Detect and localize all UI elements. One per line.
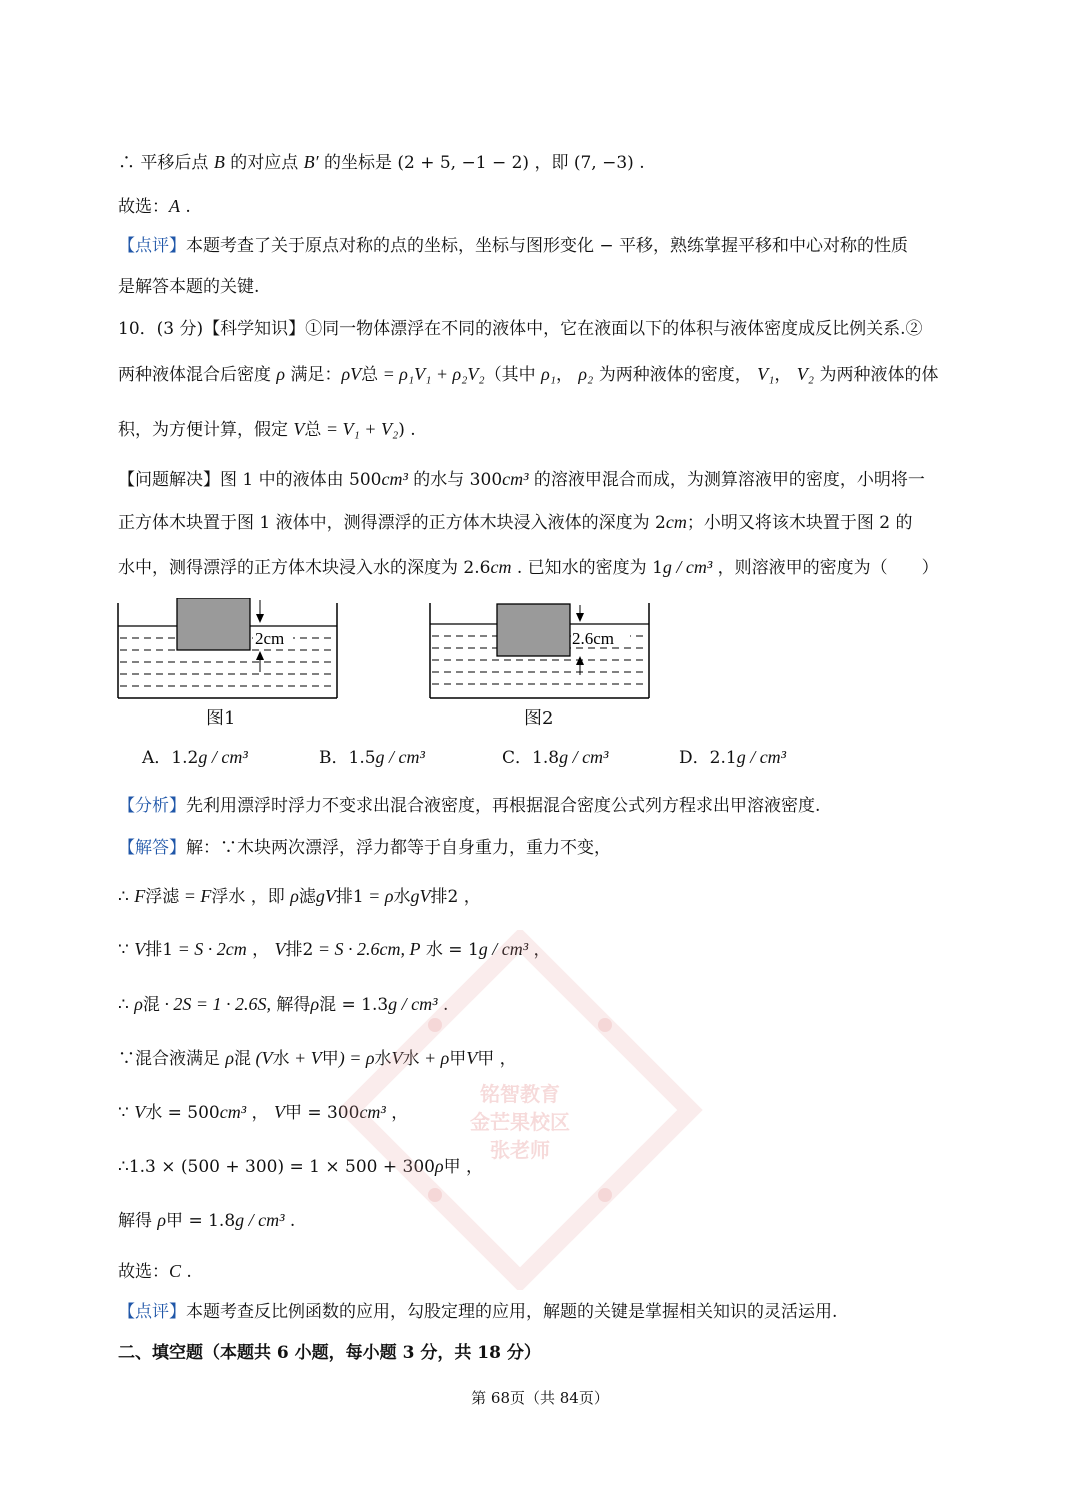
text-segment: 甲 (449, 1049, 467, 1069)
text-segment: ρV (341, 364, 362, 384)
text-segment: 水 (393, 887, 411, 907)
text-segment: ， (246, 940, 275, 960)
text-segment: 的对应点 (224, 153, 304, 173)
text-segment: cm³ (381, 469, 408, 489)
figure-1-caption: 图1 (206, 708, 236, 729)
text-segment: ， (246, 1103, 274, 1123)
text-segment: ρ (276, 364, 286, 384)
text-segment: ；小明又将该木块置于图 2 的 (686, 513, 913, 533)
option-d-value: 2.1 (709, 748, 737, 768)
text-segment: V₂ (796, 364, 815, 384)
text-segment: 甲 (321, 1049, 339, 1069)
text-segment: 甲 (284, 1103, 302, 1123)
text-segment: 【问题解决】图 1 中的液体由 500 (118, 470, 382, 490)
text-line-12 (118, 836, 968, 860)
option-a-value: 1.2 (171, 748, 199, 768)
text-line-10 (118, 555, 968, 580)
text-segment: 排1 (335, 887, 364, 907)
text-segment: ρ₂ (578, 364, 594, 384)
text-segment: ， (494, 1049, 517, 1069)
option-c (502, 745, 608, 770)
text-segment: ) . (398, 420, 416, 440)
text-segment: ρ (157, 1210, 167, 1230)
text-segment: 滤 (298, 887, 316, 907)
text-segment: ρ (225, 1048, 235, 1068)
text-segment: ρ (290, 886, 299, 906)
option-b (319, 745, 425, 770)
text-line-14 (118, 937, 968, 962)
text-segment: 【解答】 (118, 838, 186, 858)
text-segment: . (437, 995, 449, 1015)
text-segment: ρ (434, 1156, 444, 1176)
text-segment: ∴ 平移后点 (118, 153, 214, 173)
text-segment: V (293, 419, 305, 439)
text-segment: = V₁ + V₂ (321, 419, 399, 439)
text-segment: cm³ (502, 469, 529, 489)
text-segment: 水 (145, 1103, 163, 1123)
text-segment: V (273, 1102, 285, 1122)
text-segment: ∴1.3 × (500 + 300) = 1 × 500 + 300 (118, 1157, 435, 1177)
watermark-line-3: 张老师 (490, 1138, 550, 1162)
text-segment: 水 (402, 1049, 420, 1069)
text-segment: 两种液体混合后密度 (118, 365, 277, 385)
text-line-20 (118, 1259, 968, 1284)
text-line-1 (118, 150, 968, 175)
text-segment: = 500 (162, 1103, 220, 1123)
text-segment: 【点评】 (118, 236, 186, 256)
text-segment: V (134, 1102, 146, 1122)
text-segment: 解得 (271, 995, 311, 1015)
figure-2 (422, 603, 657, 703)
text-segment: cm³ (359, 1102, 386, 1122)
text-segment: = S · 2.6cm, P (313, 939, 421, 959)
text-line-18 (118, 1154, 968, 1179)
text-segment: 解得 (118, 1211, 158, 1231)
option-d (679, 745, 786, 770)
option-b-unit: g / cm³ (375, 747, 425, 767)
text-segment: B′ (303, 152, 319, 172)
text-segment: cm (490, 557, 512, 577)
depth-label-2: 2.6cm (572, 629, 615, 648)
figure-2-caption: 图2 (524, 708, 554, 729)
text-line-19 (118, 1208, 968, 1233)
text-segment: 水 = 1 (420, 940, 479, 960)
text-segment: = S · 2cm (173, 939, 247, 959)
watermark-line-2: 金芒果校区 (470, 1110, 570, 1134)
text-segment: ∵混合液满足 (118, 1049, 226, 1069)
text-segment: ) = ρ (338, 1048, 375, 1068)
wood-block-2 (497, 604, 570, 656)
text-segment: g / cm³ (235, 1210, 285, 1230)
page-footer: 第 68页（共 84页） (471, 1389, 609, 1407)
text-line-2 (118, 194, 968, 219)
text-segment: 甲 (166, 1211, 184, 1231)
text-segment: V (466, 1048, 478, 1068)
text-segment: 总 (361, 365, 379, 385)
text-segment: ， (528, 940, 551, 960)
text-segment: 【点评】 (118, 1302, 186, 1322)
text-segment: + V (289, 1048, 322, 1068)
text-line-5 (118, 317, 968, 341)
text-line-16 (118, 1046, 968, 1071)
text-segment: + ρ (419, 1048, 450, 1068)
text-segment: ρ (134, 994, 143, 1014)
text-segment: 本题考查了关于原点对称的点的坐标，坐标与图形变化 − 平移，熟练掌握平移和中心对称的性质 (186, 236, 909, 256)
text-segment: ， (774, 365, 797, 385)
text-segment: (V (251, 1048, 273, 1068)
option-a-unit: g / cm³ (198, 747, 248, 767)
text-segment: ρ₁ (541, 364, 556, 384)
text-segment: 的水与 300 (407, 470, 503, 490)
text-segment: 本题考查反比例函数的应用，勾股定理的应用，解题的关键是掌握相关知识的灵活运用. (186, 1302, 838, 1322)
text-segment: ， (556, 365, 579, 385)
watermark-line-1: 铭智教育 (480, 1082, 560, 1106)
text-segment: 水 (374, 1049, 392, 1069)
option-a (142, 745, 248, 770)
option-d-unit: g / cm³ (736, 747, 787, 767)
text-segment: · 2S = 1 · 2.6S, (159, 994, 272, 1014)
text-segment: g / cm³ (478, 939, 529, 959)
text-segment: B (213, 152, 225, 172)
figure-1 (110, 598, 345, 703)
text-segment: V (274, 939, 286, 959)
text-segment: = 1.3 (336, 995, 389, 1015)
text-segment: V (391, 1048, 403, 1068)
text-line-15 (118, 992, 968, 1017)
text-segment: ，即 (245, 887, 291, 907)
text-segment: 混 (319, 995, 337, 1015)
text-segment: = ρ₁V₁ + ρ₂V₂ (378, 364, 485, 384)
text-segment: ∵ (118, 940, 135, 960)
wood-block-1 (177, 598, 250, 650)
text-segment: = 1.8 (183, 1211, 236, 1231)
text-segment: gV (410, 886, 431, 906)
text-line-11 (118, 794, 968, 818)
text-line-3 (118, 234, 968, 258)
text-segment: 排2 (285, 940, 314, 960)
text-segment: ， (385, 1103, 409, 1123)
text-line-4 (118, 275, 968, 299)
text-segment: 甲 (477, 1049, 495, 1069)
text-segment: = 300 (301, 1103, 360, 1123)
text-segment: 二、填空题（本题共 6 小题，每小题 3 分，共 18 分） (118, 1343, 541, 1363)
text-segment: 故选： (118, 197, 169, 217)
text-segment: 故选： (118, 1262, 169, 1282)
text-segment: 水中，测得漂浮的正方体木块浸入水的深度为 2.6 (118, 558, 491, 578)
option-b-value: 1.5 (348, 748, 376, 768)
text-segment: ，则溶液甲的密度为（ ） (712, 558, 939, 578)
option-d-letter: D． (679, 748, 710, 768)
option-c-value: 1.8 (532, 748, 560, 768)
text-segment: cm³ (219, 1102, 247, 1122)
text-segment: 浮滤 (145, 887, 180, 907)
text-segment: gV (315, 886, 336, 906)
option-c-letter: C． (502, 748, 533, 768)
text-segment: 先利用漂浮时浮力不变求出混合液密度，再根据混合密度公式列方程求出甲溶液密度. (186, 796, 821, 816)
text-segment: ， (460, 1157, 484, 1177)
text-line-9 (118, 510, 968, 535)
text-segment: 为两种液体的体 (814, 365, 939, 385)
text-segment: 混 (142, 995, 160, 1015)
text-segment: 总 (304, 420, 322, 440)
text-segment: 水 (272, 1049, 290, 1069)
text-segment: 积，为方便计算，假定 (118, 420, 294, 440)
text-segment: cm (665, 512, 687, 532)
text-segment: A (169, 196, 180, 216)
text-line-6 (118, 362, 968, 387)
text-line-21 (118, 1300, 968, 1324)
depth-label-1: 2cm (255, 629, 285, 648)
text-segment: 浮水 (211, 887, 246, 907)
option-b-letter: B． (319, 748, 349, 768)
text-segment: 排2 (430, 887, 459, 907)
text-segment: ∴ (118, 995, 135, 1015)
text-segment: ∵ (118, 1103, 135, 1123)
text-segment: g / cm³ (388, 994, 438, 1014)
text-segment: ， (458, 887, 481, 907)
text-segment: . (284, 1211, 296, 1231)
text-line-17 (118, 1100, 968, 1125)
text-segment: 正方体木块置于图 1 液体中，测得漂浮的正方体木块浸入液体的深度为 2 (118, 513, 666, 533)
option-c-unit: g / cm³ (559, 747, 609, 767)
text-line-7 (118, 417, 968, 442)
option-a-letter: A． (142, 748, 172, 768)
text-segment: 是解答本题的关键. (118, 277, 260, 297)
text-segment: 10．(3 分)【科学知识】①同一物体漂浮在不同的液体中，它在液面以下的体积与液体密度成反比例关系.② (118, 319, 923, 339)
text-segment: F (134, 886, 146, 906)
text-segment: 混 (234, 1049, 252, 1069)
text-segment: V₁ (757, 364, 775, 384)
text-segment: 【分析】 (118, 796, 186, 816)
text-segment: . (180, 197, 191, 217)
text-segment: ∴ (118, 887, 135, 907)
text-segment: 为两种液体的密度， (593, 365, 758, 385)
text-segment: 的坐标是 (2 + 5, −1 − 2) ，即 (7, −3) . (318, 153, 645, 173)
text-segment: 排1 (145, 940, 174, 960)
text-segment: 满足： (285, 365, 342, 385)
text-segment: V (134, 939, 146, 959)
text-segment: . 已知水的密度为 1 (511, 558, 663, 578)
text-line-22 (118, 1341, 968, 1365)
text-segment: = F (179, 886, 212, 906)
text-segment: 的溶液甲混合而成，为测算溶液甲的密度，小明将一 (528, 470, 925, 490)
text-segment: . (181, 1262, 192, 1282)
text-segment: ρ (310, 994, 320, 1014)
text-line-13 (118, 884, 968, 909)
text-segment: C (169, 1261, 182, 1281)
text-line-8 (118, 467, 968, 492)
text-segment: 甲 (443, 1157, 461, 1177)
text-segment: g / cm³ (662, 557, 713, 577)
text-segment: （其中 (484, 365, 542, 385)
text-segment: = ρ (363, 886, 394, 906)
text-segment: 解：∵木块两次漂浮，浮力都等于自身重力，重力不变， (186, 838, 611, 858)
